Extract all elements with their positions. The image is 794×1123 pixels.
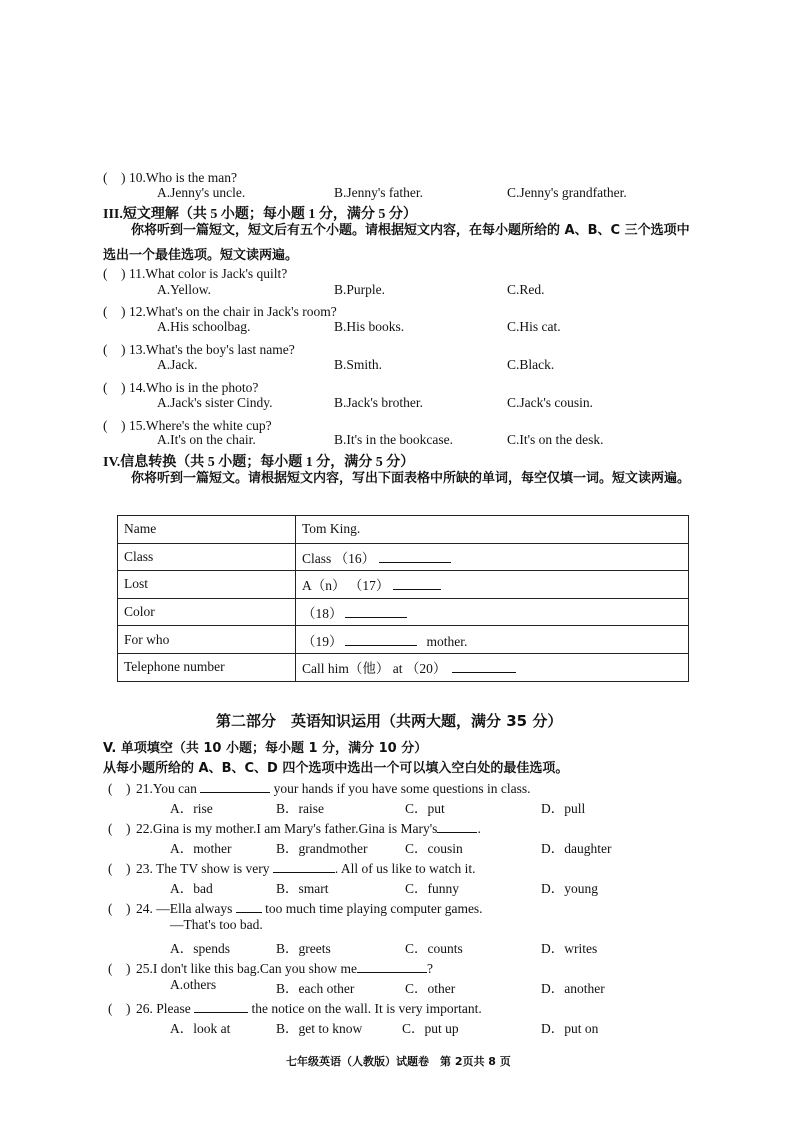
option-c: C．cousin	[405, 841, 463, 856]
question-stem: 15.Where's the white cup?	[129, 418, 272, 433]
question-11	[103, 262, 287, 282]
option-b: B.Smith.	[334, 357, 383, 372]
table-row	[118, 626, 689, 654]
table-row	[118, 516, 689, 544]
option-c: C．funny	[405, 881, 459, 896]
row-value: （18）	[296, 598, 689, 626]
option-c: C.Jenny's grandfather.	[507, 185, 627, 200]
question-14	[103, 376, 258, 396]
row-value: Tom King.	[296, 516, 689, 544]
answer-paren[interactable]: ( )	[108, 821, 131, 836]
question-stem: 12.What's on the chair in Jack's room?	[129, 304, 337, 319]
section-5-title: V. 单项填空（共 10 小题；每小题 1 分，满分 10 分）	[103, 741, 428, 756]
option-d: D．pull	[541, 801, 586, 816]
section-5-instructions: 从每小题所给的 A、B、C、D 四个选项中选出一个可以填入空白处的最佳选项。	[103, 761, 569, 776]
answer-paren[interactable]: ( )	[108, 861, 131, 876]
option-a: A．rise	[170, 801, 213, 816]
question-10	[103, 166, 237, 186]
question-15	[103, 414, 272, 434]
option-b: B.Jack's brother.	[334, 395, 424, 410]
blank-17[interactable]	[393, 577, 441, 590]
question-stem: 11.What color is Jack's quilt?	[129, 266, 288, 281]
question-stem: 14.Who is in the photo?	[129, 380, 259, 395]
section-3-instructions: 你将听到一篇短文，短文后有五个小题。请根据短文内容，在每小题所给的 A、B、C 三个选项中选出一个最佳选项。短文读两遍。	[103, 223, 690, 263]
answer-paren[interactable]: ( )	[103, 170, 126, 185]
question-23: ( ) 23. The TV show is very . All of us like to watch it.	[108, 857, 476, 877]
answer-paren[interactable]: ( )	[108, 961, 131, 976]
option-a: A．mother	[170, 841, 232, 856]
option-d: D．another	[541, 981, 605, 996]
option-b: B.Purple.	[334, 282, 386, 297]
section-3-title: III.短文理解（共 5 小题；每小题 1 分，满分 5 分）	[103, 207, 417, 222]
question-24: ( ) 24. —Ella always too much time playing computer games.	[108, 897, 483, 917]
table-row	[118, 543, 689, 571]
option-a: A.His schoolbag.	[157, 319, 251, 334]
answer-paren[interactable]: ( )	[103, 380, 126, 395]
question-13	[103, 338, 295, 358]
option-a: A．spends	[170, 941, 230, 956]
answer-blank[interactable]	[357, 960, 427, 973]
option-d: D．young	[541, 881, 598, 896]
option-d: D．writes	[541, 941, 598, 956]
option-a: A.Jack's sister Cindy.	[157, 395, 273, 410]
option-b: B.Jenny's father.	[334, 185, 424, 200]
answer-blank[interactable]	[200, 780, 270, 793]
question-26: ( ) 26. Please the notice on the wall. It is very important.	[108, 997, 482, 1017]
option-c: C.It's on the desk.	[507, 432, 604, 447]
option-b: B．each other	[276, 981, 355, 996]
row-value: A（n） （17）	[296, 571, 689, 599]
answer-blank[interactable]	[236, 900, 262, 913]
blank-16[interactable]	[379, 550, 451, 563]
page-footer: 七年级英语（人教版）试题卷 第 2页共 8 页	[286, 1055, 511, 1068]
question-25: ( ) 25.I don't like this bag.Can you show me ?	[108, 957, 433, 977]
part-2-title: 第二部分 英语知识运用（共两大题，满分 35 分）	[216, 712, 563, 730]
blank-20[interactable]	[452, 660, 516, 673]
section-4-instructions: 你将听到一篇短文。请根据短文内容，写出下面表格中所缺的单词，每空仅填一词。短文读两遍。	[131, 471, 691, 486]
option-c: C．counts	[405, 941, 463, 956]
option-a: A．look at	[170, 1021, 231, 1036]
answer-blank[interactable]	[194, 1000, 248, 1013]
answer-paren[interactable]: ( )	[108, 781, 131, 796]
table-row	[118, 653, 689, 681]
dialog-reply: —That's too bad.	[170, 917, 263, 932]
option-a: A.It's on the chair.	[157, 432, 256, 447]
question-21: ( ) 21.You can your hands if you have some questions in class.	[108, 777, 530, 797]
blank-18[interactable]	[345, 605, 407, 618]
question-stem: 10.Who is the man?	[129, 170, 237, 185]
option-b: B.It's in the bookcase.	[334, 432, 454, 447]
row-value: Call him（他） at （20）	[296, 653, 689, 681]
info-table	[117, 515, 689, 682]
option-c: C.His cat.	[507, 319, 561, 334]
answer-paren[interactable]: ( )	[103, 418, 126, 433]
option-b: B.His books.	[334, 319, 405, 334]
option-c: C．put	[405, 801, 445, 816]
row-label: Class	[118, 543, 296, 571]
option-c: C.Black.	[507, 357, 555, 372]
answer-paren[interactable]: ( )	[103, 304, 126, 319]
option-a: A．bad	[170, 881, 213, 896]
answer-paren[interactable]: ( )	[108, 901, 131, 916]
row-value: （19） mother.	[296, 626, 689, 654]
option-a: A.Jack.	[157, 357, 198, 372]
option-b: B．raise	[276, 801, 324, 816]
row-label: Lost	[118, 571, 296, 599]
option-c: C.Red.	[507, 282, 545, 297]
option-b: B．get to know	[276, 1021, 363, 1036]
row-label: For who	[118, 626, 296, 654]
option-c: C.Jack's cousin.	[507, 395, 594, 410]
row-label: Telephone number	[118, 653, 296, 681]
option-a: A.Yellow.	[157, 282, 212, 297]
answer-blank[interactable]	[437, 820, 477, 833]
row-label: Color	[118, 598, 296, 626]
answer-paren[interactable]: ( )	[103, 342, 126, 357]
answer-blank[interactable]	[273, 860, 335, 873]
option-d: D．put on	[541, 1021, 599, 1036]
blank-19[interactable]	[345, 633, 417, 646]
option-b: B．smart	[276, 881, 329, 896]
option-b: B．grandmother	[276, 841, 368, 856]
answer-paren[interactable]: ( )	[103, 266, 126, 281]
table-row	[118, 598, 689, 626]
row-value: Class （16）	[296, 543, 689, 571]
row-label: Name	[118, 516, 296, 544]
section-4-title: IV.信息转换（共 5 小题；每小题 1 分，满分 5 分）	[103, 455, 415, 470]
answer-paren[interactable]: ( )	[108, 1001, 131, 1016]
table-row	[118, 571, 689, 599]
question-12	[103, 300, 337, 320]
option-a: A.Jenny's uncle.	[157, 185, 246, 200]
option-c: C．other	[405, 981, 456, 996]
question-stem: 13.What's the boy's last name?	[129, 342, 295, 357]
option-b: B．greets	[276, 941, 331, 956]
option-a: A.others	[170, 977, 217, 992]
option-d: D．daughter	[541, 841, 612, 856]
question-22: ( ) 22.Gina is my mother.I am Mary's father.Gina is Mary's .	[108, 817, 481, 837]
option-c: C．put up	[402, 1021, 459, 1036]
